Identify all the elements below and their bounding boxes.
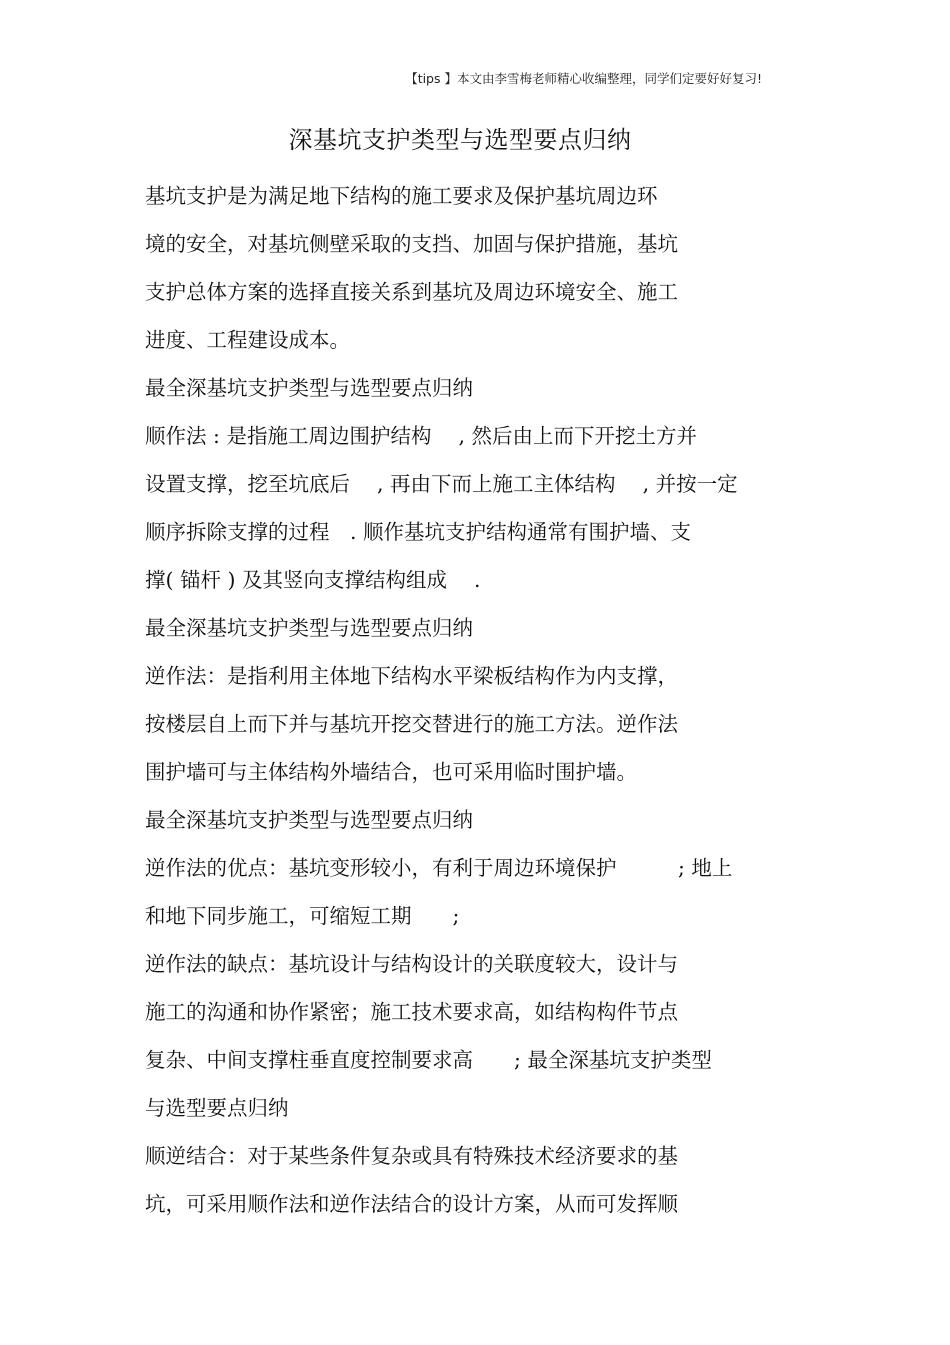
text-line: 按楼层自上而下并与基坑开挖交替进行的施工方法。逆作法	[145, 712, 678, 736]
text-line: 坑，可采用顺作法和逆作法结合的设计方案，从而可发挥顺	[145, 1192, 678, 1216]
text-line: 设置支撑，挖至坑底后 , 再由下而上施工主体结构 , 并按一定	[145, 472, 738, 496]
text-line: 基坑支护是为满足地下结构的施工要求及保护基坑周边环	[145, 184, 658, 208]
section-heading: 最全深基坑支护类型与选型要点归纳	[145, 376, 473, 400]
text-line: 逆作法的优点：基坑变形较小，有利于周边环境保护 ; 地上	[145, 856, 733, 880]
text-line: 进度、工程建设成本。	[145, 328, 350, 352]
text-line: 逆作法：是指利用主体地下结构水平梁板结构作为内支撑，	[145, 664, 678, 688]
text-line: 顺作法 : 是指施工周边围护结构 , 然后由上而下开挖土方并	[145, 424, 697, 448]
text-line: 与选型要点归纳	[145, 1096, 289, 1120]
text-line: 逆作法的缺点：基坑设计与结构设计的关联度较大，设计与	[145, 952, 678, 976]
text-line: 围护墙可与主体结构外墙结合，也可采用临时围护墙。	[145, 760, 637, 784]
text-line: 和地下同步施工，可缩短工期 ;	[145, 904, 460, 928]
text-line: 复杂、中间支撑柱垂直度控制要求高 ; 最全深基坑支护类型	[145, 1048, 712, 1072]
text-line: 境的安全，对基坑侧壁采取的支挡、加固与保护措施，基坑	[145, 232, 678, 256]
tips-header: 【tips 】本文由李雪梅老师精心收编整理，同学们定要好好复习!	[405, 71, 762, 86]
text-line: 支护总体方案的选择直接关系到基坑及周边环境安全、施工	[145, 280, 678, 304]
text-line: 顺逆结合：对于某些条件复杂或具有特殊技术经济要求的基	[145, 1144, 678, 1168]
section-heading: 最全深基坑支护类型与选型要点归纳	[145, 808, 473, 832]
body-text	[145, 180, 905, 1236]
section-heading: 最全深基坑支护类型与选型要点归纳	[145, 616, 473, 640]
text-line: 顺序拆除支撑的过程 . 顺作基坑支护结构通常有围护墙、支	[145, 520, 692, 544]
text-line: 撑( 锚杆 ) 及其竖向支撑结构组成 .	[145, 568, 481, 592]
text-line: 施工的沟通和协作紧密；施工技术要求高，如结构构件节点	[145, 1000, 678, 1024]
document-title: 深基坑支护类型与选型要点归纳	[288, 126, 632, 154]
